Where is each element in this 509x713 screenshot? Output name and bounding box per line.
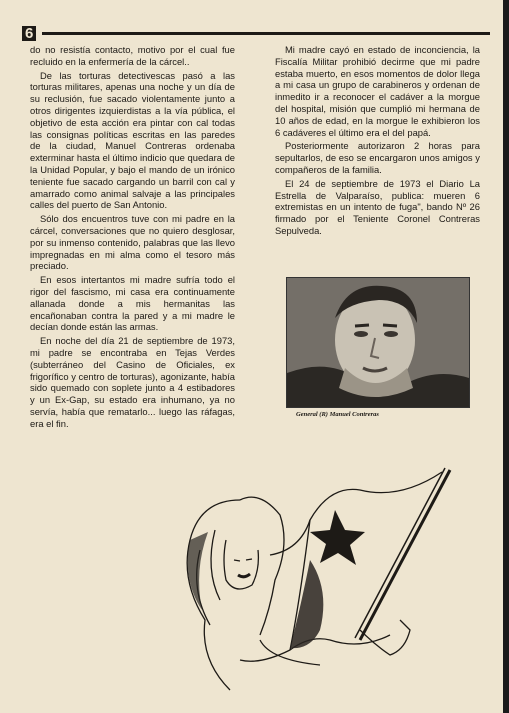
paragraph: En esos intertantos mi madre sufría todo el rigor del fascismo, mi casa era continuamente allanada donde a mis hermanitas las encañonaban contra la pared y a mi madre le decían donde están las armas.: [30, 274, 235, 333]
paragraph: En noche del día 21 de septiembre de 1973, mi padre se encontraba en Tejas Verdes (subterráneo del Casino de Oficiales, ex frigorífico y centro de torturas), agonizante, había sido quemado con soplete junto a 4 estibadores y un Ex-Gap, su estado era inhumano, ya no servía, había que rematarlo... luego las ráfagas, era el fin.: [30, 335, 235, 429]
page-number: 6: [22, 26, 36, 41]
paragraph: De las torturas detectivescas pasó a las torturas militares, apenas una noche y un día de su reclusión, fue sacado violentamente junto a otros dirigentes izquierdistas a la vía pública, el objetivo de esta acción era pintar con cal todas las consignas políticas escritas en las paredes de la ciudad, Manuel Contreras ordenaba exterminar hasta el último indicio que quedara de la Unidad Popular, y bajo el mando de un irónico teniente fue sacado cargando un barril con cal y amarrado como animal salvaje a las principales calles del puerto de San Antonio.: [30, 69, 235, 211]
right-column: [275, 44, 480, 239]
photo-caption: General (R) Manuel Contreras: [296, 411, 379, 418]
header-rule: [42, 32, 490, 35]
paragraph: Sólo dos encuentros tuve con mi padre en la cárcel, conversaciones que no quiero desglosar, por su inmenso contenido, palabras que las llevo impregnadas en mi alma como el tesoro más preciado.: [30, 213, 235, 272]
left-column: [30, 44, 235, 432]
portrait-image: [287, 278, 469, 407]
page-edge: [503, 0, 509, 713]
woman-with-flag-illustration: [160, 460, 460, 705]
illustration-drawing: [160, 460, 460, 705]
paragraph: do no resistía contacto, motivo por el cual fue recluido en la enfermería de la cárcel..: [30, 44, 235, 67]
paragraph: Posteriormente autorizaron 2 horas para sepultarlos, de eso se encargaron unos amigos y compañeros de la familia.: [275, 140, 480, 175]
paragraph: Mi madre cayó en estado de inconciencia, la Fiscalía Militar prohibió decirme que mi padre estaba muerto, en esos momentos de dolor llega a mi casa un grupo de carabineros y ordenan de inmedito ir a reconocer el cadáver a la morgue del hospital, misión que cumplió mi hermana de 10 años de edad, en la morgue le exhibieron los 6 cadáveres el último era el del papá.: [275, 44, 480, 138]
portrait-photo: [286, 277, 470, 408]
paragraph: El 24 de septiembre de 1973 el Diario La Estrella de Valparaíso, publica: mueren 6 extremistas en un intento de fuga", bando Nº 26 firmado por el Teniente Coronel Contreras Sepulveda.: [275, 177, 480, 236]
